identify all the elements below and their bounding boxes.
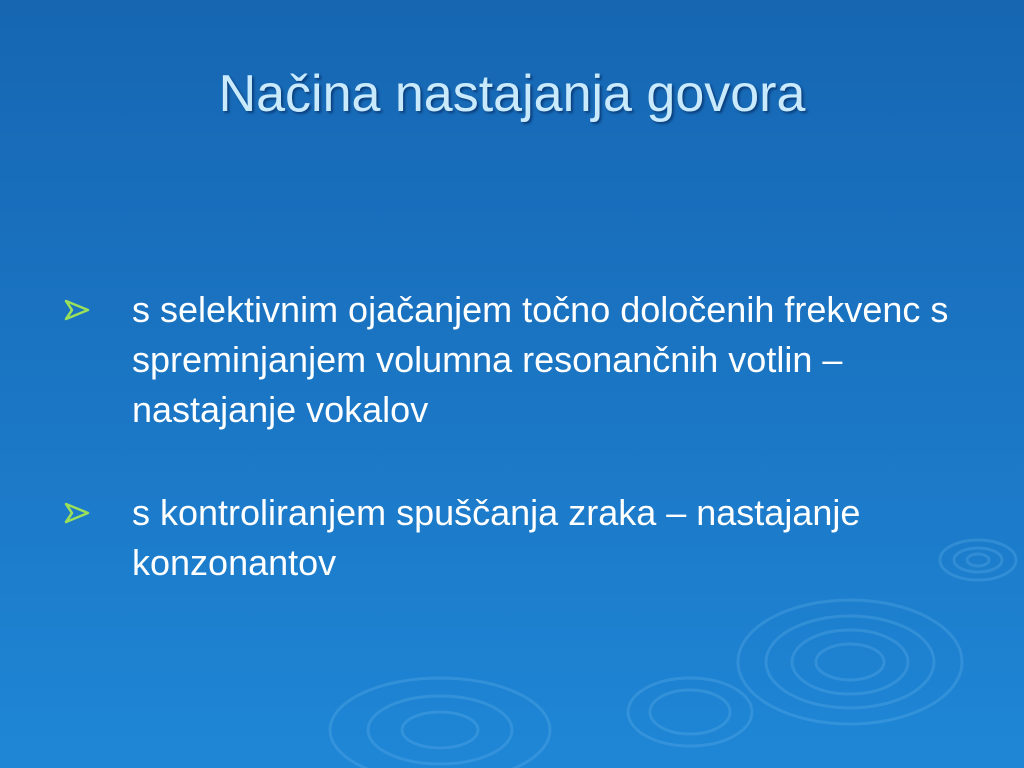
bullet-text: s selektivnim ojačanjem točno določenih frekvenc s spreminjanjem volumna resonančnih votlin – nastajanje vokalov (132, 289, 949, 430)
bullet-text: s kontroliranjem spuščanja zraka – nastajanje konzonantov (132, 492, 861, 583)
bullet-item (60, 285, 960, 435)
arrow-bullet-icon (64, 502, 90, 524)
bullet-item (60, 488, 960, 588)
slide-title: Načina nastajanja govora (218, 65, 806, 123)
bullet-list (60, 285, 960, 588)
arrow-bullet-icon (64, 299, 90, 321)
